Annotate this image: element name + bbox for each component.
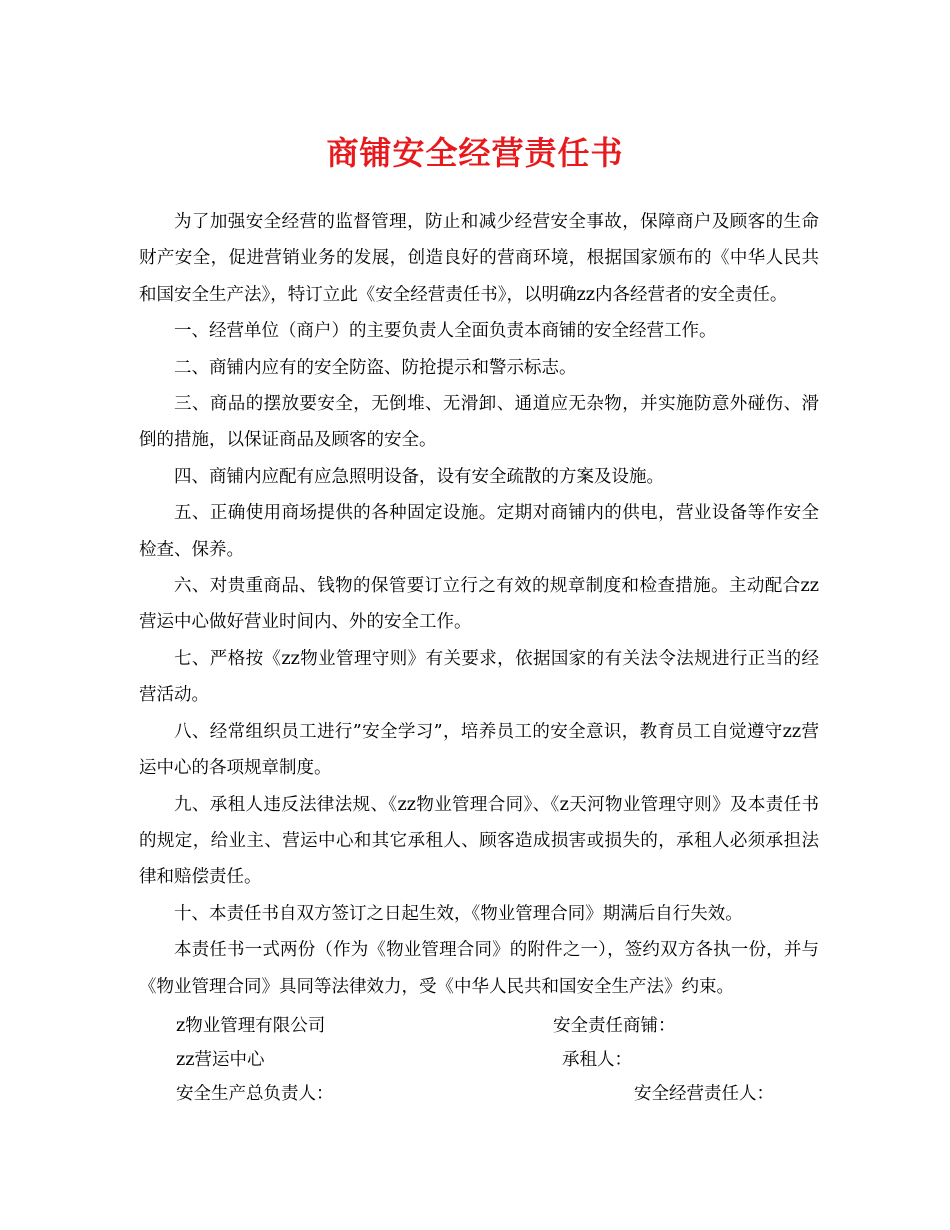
clause-8: 八、经常组织员工进行”安全学习”，培养员工的安全意识，教育员工自觉遵守zz营运中心的各项规章制度。 xyxy=(139,721,819,779)
intro-paragraph: 为了加强安全经营的监督管理，防止和减少经营安全事故，保障商户及顾客的生命财产安全，促进营销业务的发展，创造良好的营商环境，根据国家颁布的《中华人民共和国安全生产法》，特订立此《安全经营责任书》，以明确zz内各经营者的安全责任。 xyxy=(139,212,819,305)
signature-company: z物业管理有限公司 xyxy=(176,1016,326,1036)
document-title: 商铺安全经营责任书 xyxy=(326,134,624,172)
signature-row-3 xyxy=(0,1080,950,1110)
clause-4: 四、商铺内应配有应急照明设备，设有安全疏散的方案及设施。 xyxy=(174,466,664,487)
signature-center: zz营运中心 xyxy=(176,1050,265,1070)
signature-shop: 安全责任商铺： xyxy=(553,1016,676,1036)
signature-row-1 xyxy=(0,1012,950,1042)
clause-2: 二、商铺内应有的安全防盗、防抢提示和警示标志。 xyxy=(174,357,577,378)
signature-safety-manager: 安全生产总负责人： xyxy=(176,1084,334,1104)
closing-paragraph: 本责任书一式两份（作为《物业管理合同》的附件之一），签约双方各执一份，并与《物业管理合同》具同等法律效力，受《中华人民共和国安全生产法》约束。 xyxy=(139,940,819,997)
clause-5: 五、正确使用商场提供的各种固定设施。定期对商铺内的供电，营业设备等作安全检查、保养。 xyxy=(139,503,819,560)
clause-3: 三、商品的摆放要安全，无倒堆、无滑卸、通道应无杂物，并实施防意外碰伤、滑倒的措施，以保证商品及顾客的安全。 xyxy=(139,394,819,451)
clause-1: 一、经营单位（商户）的主要负责人全面负责本商铺的安全经营工作。 xyxy=(174,321,717,342)
signature-tenant: 承租人： xyxy=(562,1050,632,1070)
document-body xyxy=(139,204,819,1005)
clause-10: 十、本责任书自双方签订之日起生效，《物业管理合同》期满后自行失效。 xyxy=(174,903,743,924)
signature-business-manager: 安全经营责任人： xyxy=(634,1084,774,1104)
signature-row-2 xyxy=(0,1046,950,1076)
clause-6: 六、对贵重商品、钱物的保管要订立行之有效的规章制度和检查措施。主动配合zz营运中心做好营业时间内、外的安全工作。 xyxy=(139,576,819,633)
clause-9: 九、承租人违反法律法规、《zz物业管理合同》、《z天河物业管理守则》及本责任书的规定，给业主、营运中心和其它承租人、顾客造成损害或损失的，承租人必须承担法律和赔偿责任。 xyxy=(139,794,819,888)
clause-7: 七、严格按《zz物业管理守则》有关要求，依据国家的有关法令法规进行正当的经营活动。 xyxy=(139,648,819,706)
